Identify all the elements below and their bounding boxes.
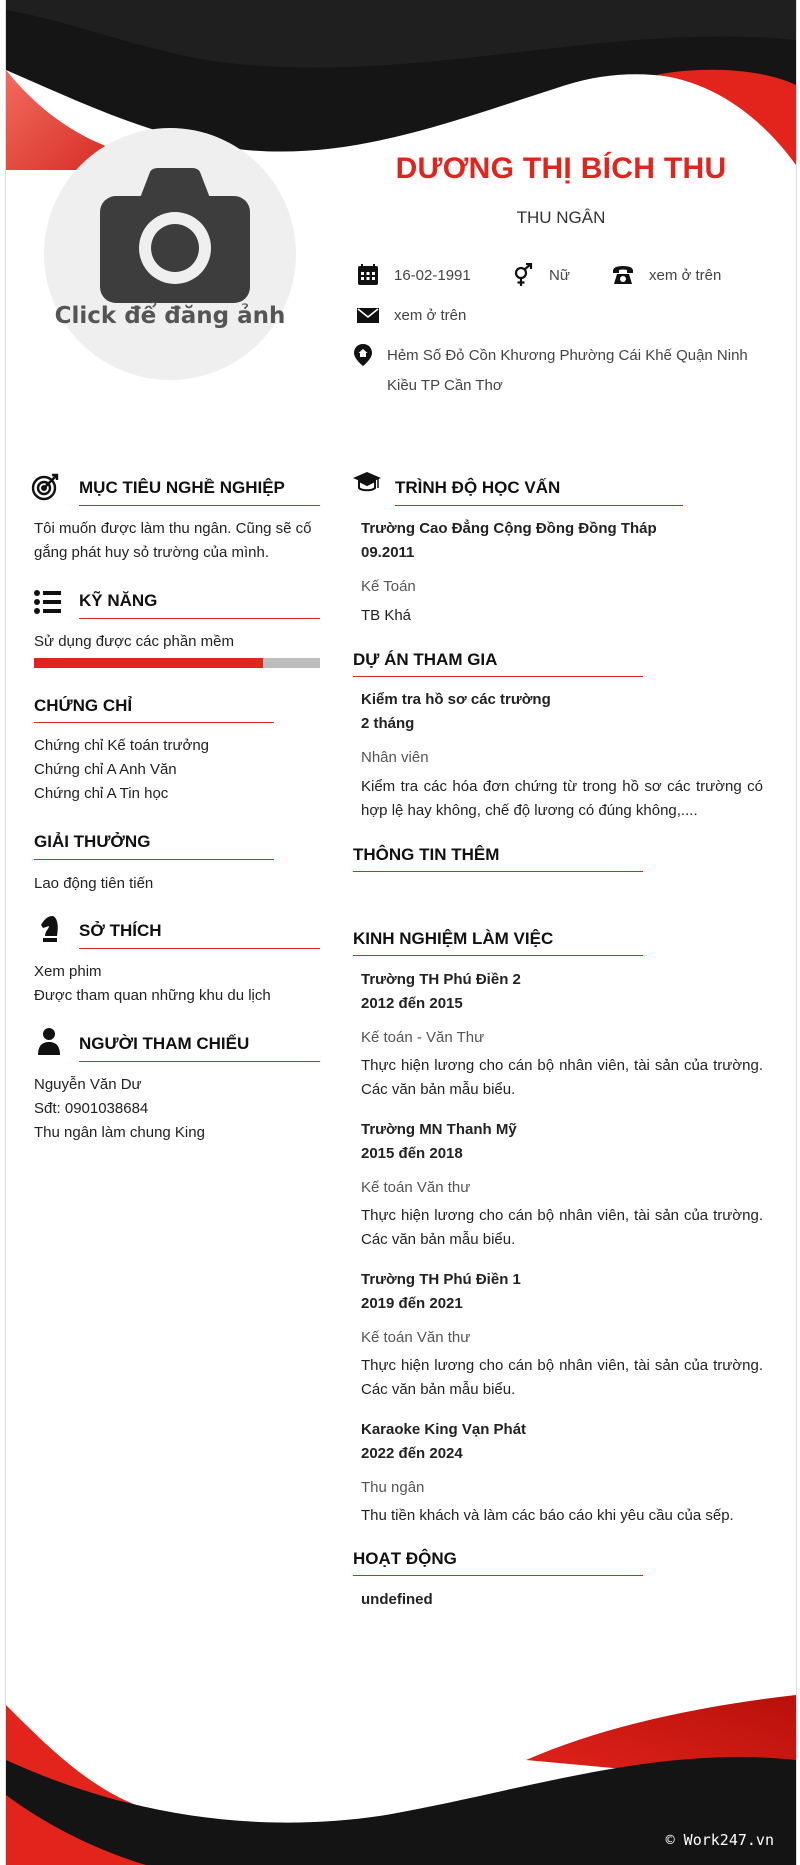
job-period: 2015 đến 2018	[361, 1145, 463, 1162]
phone-value: xem ở trên	[649, 266, 722, 284]
skills-underline	[79, 618, 320, 619]
graduation-cap-icon	[352, 468, 382, 498]
gender-info	[511, 263, 570, 287]
project-name: Kiểm tra hồ sơ các trường	[361, 691, 551, 708]
skill-name: Sử dụng được các phần mềm	[34, 633, 235, 650]
phone-info	[611, 263, 721, 287]
hobby-item: Xem phim	[34, 963, 102, 980]
job-company: Karaoke King Vạn Phát	[361, 1421, 527, 1438]
address-value: Hẻm Số Đỏ Cồn Khương Phường Cái Khế Quận Ninh Kiều TP Cần Thơ	[387, 347, 748, 394]
location-pin-icon	[351, 343, 375, 367]
education-school: Trường Cao Đẳng Cộng Đồng Đồng Tháp	[361, 520, 657, 537]
birthday-info	[356, 263, 471, 287]
job-company: Trường MN Thanh Mỹ	[361, 1121, 517, 1138]
certificate-item: Chứng chỉ Kế toán trưởng	[34, 737, 210, 754]
camera-icon	[100, 168, 250, 303]
job-description: Thực hiện lương cho cán bộ nhân viên, tài sản của trường. Các văn bản mẫu biểu.	[361, 1207, 763, 1248]
job-role: Kế toán Văn thư	[361, 1179, 471, 1196]
target-icon	[31, 472, 61, 502]
project-description: Kiểm tra các hóa đơn chứng từ trong hồ sơ các trường có hợp lệ hay không, chế độ lương có đúng không,....	[361, 778, 763, 819]
project-duration: 2 tháng	[361, 715, 415, 732]
awards-underline	[34, 859, 274, 860]
skills-title: KỸ NĂNG	[79, 591, 158, 610]
reference-item: Thu ngân làm chung King	[34, 1124, 205, 1141]
activities-underline	[353, 1575, 643, 1576]
job-company: Trường TH Phú Điền 2	[361, 971, 521, 988]
education-title: TRÌNH ĐỘ HỌC VẤN	[395, 478, 561, 497]
job-role: Kế toán Văn thư	[361, 1329, 471, 1346]
gender-icon	[511, 263, 535, 287]
email-value: xem ở trên	[394, 306, 467, 324]
cv-page	[5, 0, 797, 1865]
avatar-upload[interactable]	[44, 128, 296, 380]
candidate-name: DƯƠNG THỊ BÍCH THU	[395, 152, 727, 185]
job-period: 2022 đến 2024	[361, 1445, 463, 1462]
job-description: Thực hiện lương cho cán bộ nhân viên, tài sản của trường. Các văn bản mẫu biểu.	[361, 1357, 763, 1398]
projects-underline	[353, 676, 643, 677]
watermark-text: © Work247.vn	[665, 1831, 774, 1849]
hobbies-title: SỞ THÍCH	[79, 921, 162, 940]
objective-text: Tôi muốn được làm thu ngân. Cũng sẽ cố gắng phát huy sỏ trường của mình.	[34, 520, 312, 561]
project-role: Nhân viên	[361, 749, 429, 766]
activities-title: HOẠT ĐỘNG	[353, 1549, 457, 1568]
calendar-icon	[356, 263, 380, 287]
activities-value: undefined	[361, 1591, 433, 1608]
avatar-upload-label: Click để đăng ảnh	[54, 303, 286, 329]
projects-title: DỰ ÁN THAM GIA	[353, 650, 498, 669]
education-time: 09.2011	[361, 544, 415, 561]
job-role: Thu ngân	[361, 1479, 425, 1496]
job-period: 2012 đến 2015	[361, 995, 463, 1012]
references-underline	[79, 1061, 320, 1062]
awards-title: GIẢI THƯỞNG	[34, 832, 151, 851]
birthday-value: 16-02-1991	[394, 266, 471, 284]
envelope-icon	[356, 303, 380, 327]
experience-underline	[353, 955, 643, 956]
experience-title: KINH NGHIỆM LÀM VIỆC	[353, 929, 554, 948]
education-underline	[395, 505, 683, 506]
address-info	[351, 341, 761, 401]
extra-info-underline	[353, 871, 643, 872]
phone-icon	[611, 263, 635, 287]
certificates-title: CHỨNG CHỈ	[34, 696, 133, 715]
certificates-underline	[34, 722, 274, 723]
email-info	[356, 303, 466, 327]
education-major: Kế Toán	[361, 578, 416, 595]
gender-value: Nữ	[549, 266, 570, 284]
skill-level-bar	[34, 658, 320, 668]
candidate-position: THU NGÂN	[516, 208, 606, 227]
job-period: 2019 đến 2021	[361, 1295, 463, 1312]
hobby-item: Được tham quan những khu du lịch	[34, 987, 271, 1004]
job-company: Trường TH Phú Điền 1	[361, 1271, 521, 1288]
job-description: Thu tiền khách và làm các báo cáo khi yêu cầu của sếp.	[361, 1507, 734, 1524]
education-grade: TB Khá	[361, 607, 412, 624]
objective-underline	[79, 505, 320, 506]
award-item: Lao động tiên tiến	[34, 875, 154, 892]
certificate-item: Chứng chỉ A Anh Văn	[34, 761, 177, 778]
list-icon	[33, 587, 63, 617]
person-icon	[34, 1026, 64, 1056]
reference-item: Nguyễn Văn Dư	[34, 1076, 142, 1093]
references-title: NGƯỜI THAM CHIẾU	[79, 1034, 250, 1053]
objective-title: MỤC TIÊU NGHỀ NGHIỆP	[79, 478, 285, 497]
skill-level-fill	[34, 658, 263, 668]
certificate-item: Chứng chỉ A Tin học	[34, 785, 169, 802]
job-description: Thực hiện lương cho cán bộ nhân viên, tài sản của trường. Các văn bản mẫu biểu.	[361, 1057, 763, 1098]
hobbies-underline	[79, 948, 320, 949]
reference-item: Sđt: 0901038684	[34, 1100, 149, 1117]
chess-knight-icon	[35, 914, 65, 944]
job-role: Kế toán - Văn Thư	[361, 1029, 485, 1046]
extra-info-title: THÔNG TIN THÊM	[353, 845, 500, 864]
